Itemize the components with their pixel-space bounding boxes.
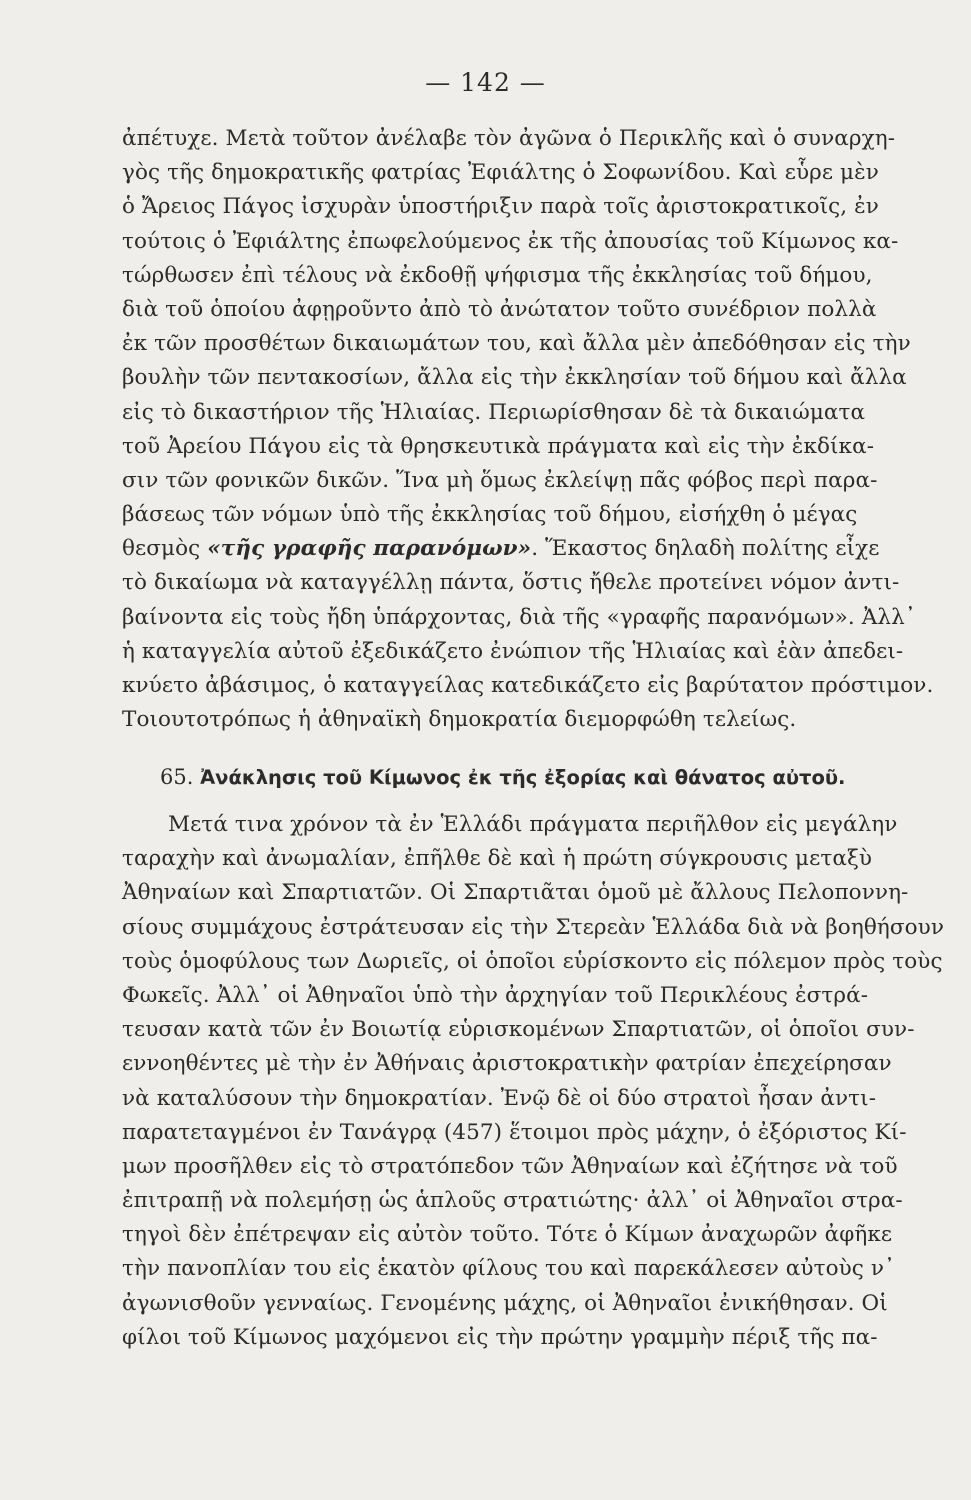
- text-line: ἀγωνισθοῦν γενναίως. Γενομένης μάχης, οἱ Ἀθηναῖοι ἐνικήθησαν. Οἱ: [122, 1290, 888, 1316]
- emphasized-term: «τῆς γραφῆς παρανόμων»: [207, 536, 532, 562]
- text-line: εννοηθέντες μὲ τὴν ἐν Ἀθήναις ἀριστοκρατικὴν φατρίαν ἐπεχείρησαν: [122, 1051, 892, 1077]
- text-line: τώρθωσεν ἐπὶ τέλους νὰ ἐκδοθῇ ψήφισμα τῆς ἐκκλησίας τοῦ δήμου,: [122, 262, 873, 288]
- text-line: τοῦ Ἀρείου Πάγου εἰς τὰ θρησκευτικὰ πράγματα καὶ εἰς τὴν ἐκδίκα-: [122, 433, 875, 459]
- text-line: διὰ τοῦ ὁποίου ἀφῃροῦντο ἀπὸ τὸ ἀνώτατον τοῦτο συνέδριον πολλὰ: [122, 296, 877, 322]
- text-line: παρατεταγμένοι ἐν Τανάγρᾳ (457) ἕτοιμοι πρὸς μάχην, ὁ ἐξόριστος Κί-: [122, 1119, 907, 1145]
- text-line: Φωκεῖς. Ἀλλ᾽ οἱ Ἀθηναῖοι ὑπὸ τὴν ἀρχηγίαν τοῦ Περικλέους ἐστρά-: [122, 982, 869, 1008]
- section-heading: [160, 760, 900, 795]
- paragraph-1: [122, 122, 934, 737]
- text-line: φίλοι τοῦ Κίμωνος μαχόμενοι εἰς τὴν πρώτην γραμμὴν πέριξ τῆς πα-: [122, 1324, 878, 1350]
- text-line: γὸς τῆς δημοκρατικῆς φατρίας Ἐφιάλτης ὁ Σοφωνίδου. Καὶ εὗρε μὲν: [122, 160, 879, 186]
- text-fragment: θεσμὸς: [122, 536, 208, 562]
- text-line-with-emphasis: [122, 532, 880, 566]
- paragraph-2: [122, 808, 944, 1355]
- text-line: μων προσῆλθεν εἰς τὸ στρατόπεδον τῶν Ἀθηναίων καὶ ἐζήτησε νὰ τοῦ: [122, 1153, 898, 1179]
- text-line: βαίνοντα εἰς τοὺς ἤδη ὑπάρχοντας, διὰ τῆς «γραφῆς παρανόμων». Ἀλλ᾽: [122, 604, 916, 630]
- text-line: τοὺς ὁμοφύλους των Δωριεῖς, οἱ ὁποῖοι εὑρίσκοντο εἰς πόλεμον πρὸς τοὺς: [122, 948, 943, 974]
- text-fragment: . Ἕκαστος δηλαδὴ πολίτης εἶχε: [531, 536, 880, 562]
- page-number: — 142 —: [425, 68, 546, 97]
- text-line: ἐκ τῶν προσθέτων δικαιωμάτων του, καὶ ἄλλα μὲν ἀπεδόθησαν εἰς τὴν: [122, 331, 911, 357]
- text-line: Μετά τινα χρόνον τὰ ἐν Ἑλλάδι πράγματα περιῆλθον εἰς μεγάλην: [168, 812, 898, 837]
- text-line: ἀπέτυχε. Μετὰ τοῦτον ἀνέλαβε τὸν ἀγῶνα ὁ Περικλῆς καὶ ὁ συναρχη-: [122, 126, 896, 151]
- text-line: Τοιουτοτρόπως ἡ ἀθηναϊκὴ δημοκρατία διεμορφώθη τελείως.: [122, 707, 797, 733]
- text-line: ταραχὴν καὶ ἀνωμαλίαν, ἐπῆλθε δὲ καὶ ἡ πρώτη σύγκρουσις μεταξὺ: [122, 846, 873, 872]
- text-line: σίους συμμάχους ἐστράτευσαν εἰς τὴν Στερεὰν Ἑλλάδα διὰ νὰ βοηθήσουν: [122, 914, 944, 940]
- text-line: νὰ καταλύσουν τὴν δημοκρατίαν. Ἐνῷ δὲ οἱ δύο στρατοὶ ἦσαν ἀντι-: [122, 1085, 877, 1111]
- text-line: σιν τῶν φονικῶν δικῶν. Ἵνα μὴ ὅμως ἐκλείψῃ πᾶς φόβος περὶ παρα-: [122, 467, 878, 493]
- section-title: Ἀνάκλησις τοῦ Κίμωνος ἐκ τῆς ἐξορίας καὶ θάνατος αὐτοῦ.: [200, 766, 846, 789]
- text-line: εἰς τὸ δικαστήριον τῆς Ἡλιαίας. Περιωρίσθησαν δὲ τὰ δικαιώματα: [122, 399, 866, 425]
- text-line: τηγοὶ δὲν ἐπέτρεψαν εἰς αὐτὸν τοῦτο. Τότε ὁ Κίμων ἀναχωρῶν ἀφῆκε: [122, 1222, 893, 1248]
- text-line: βουλὴν τῶν πεντακοσίων, ἄλλα εἰς τὴν ἐκκλησίαν τοῦ δήμου καὶ ἄλλα: [122, 365, 907, 391]
- text-line: τὸ δικαίωμα νὰ καταγγέλλῃ πάντα, ὅστις ἤθελε προτείνει νόμον ἀντι-: [122, 570, 900, 596]
- text-line: Ἀθηναίων καὶ Σπαρτιατῶν. Οἱ Σπαρτιᾶται ὁμοῦ μὲ ἄλλους Πελοποννη-: [122, 880, 909, 906]
- text-line: βάσεως τῶν νόμων ὑπὸ τῆς ἐκκλησίας τοῦ δήμου, εἰσήχθη ὁ μέγας: [122, 502, 858, 528]
- text-line: κνύετο ἀβάσιμος, ὁ καταγγείλας κατεδικάζετο εἰς βαρύτατον πρόστιμον.: [122, 673, 934, 698]
- text-line: ὁ Ἄρειος Πάγος ἰσχυρὰν ὑποστήριξιν παρὰ τοῖς ἀριστοκρατικοῖς, ἐν: [122, 194, 879, 220]
- text-line: τὴν πανοπλίαν του εἰς ἑκατὸν φίλους του καὶ παρεκάλεσεν αὐτοὺς ν᾽: [122, 1256, 895, 1282]
- text-line: ἐπιτραπῇ νὰ πολεμήσῃ ὡς ἁπλοῦς στρατιώτης· ἀλλ᾽ οἱ Ἀθηναῖοι στρα-: [122, 1188, 903, 1214]
- text-line: τευσαν κατὰ τῶν ἐν Βοιωτίᾳ εὑρισκομένων Σπαρτιατῶν, οἱ ὁποῖοι συν-: [122, 1017, 915, 1043]
- section-number: 65.: [160, 765, 194, 789]
- text-line: τούτοις ὁ Ἐφιάλτης ἐπωφελούμενος ἐκ τῆς ἀπουσίας τοῦ Κίμωνος κα-: [122, 228, 899, 254]
- text-line: ἡ καταγγελία αὐτοῦ ἐξεδικάζετο ἐνώπιον τῆς Ἡλιαίας καὶ ἐὰν ἀπεδει-: [122, 638, 904, 664]
